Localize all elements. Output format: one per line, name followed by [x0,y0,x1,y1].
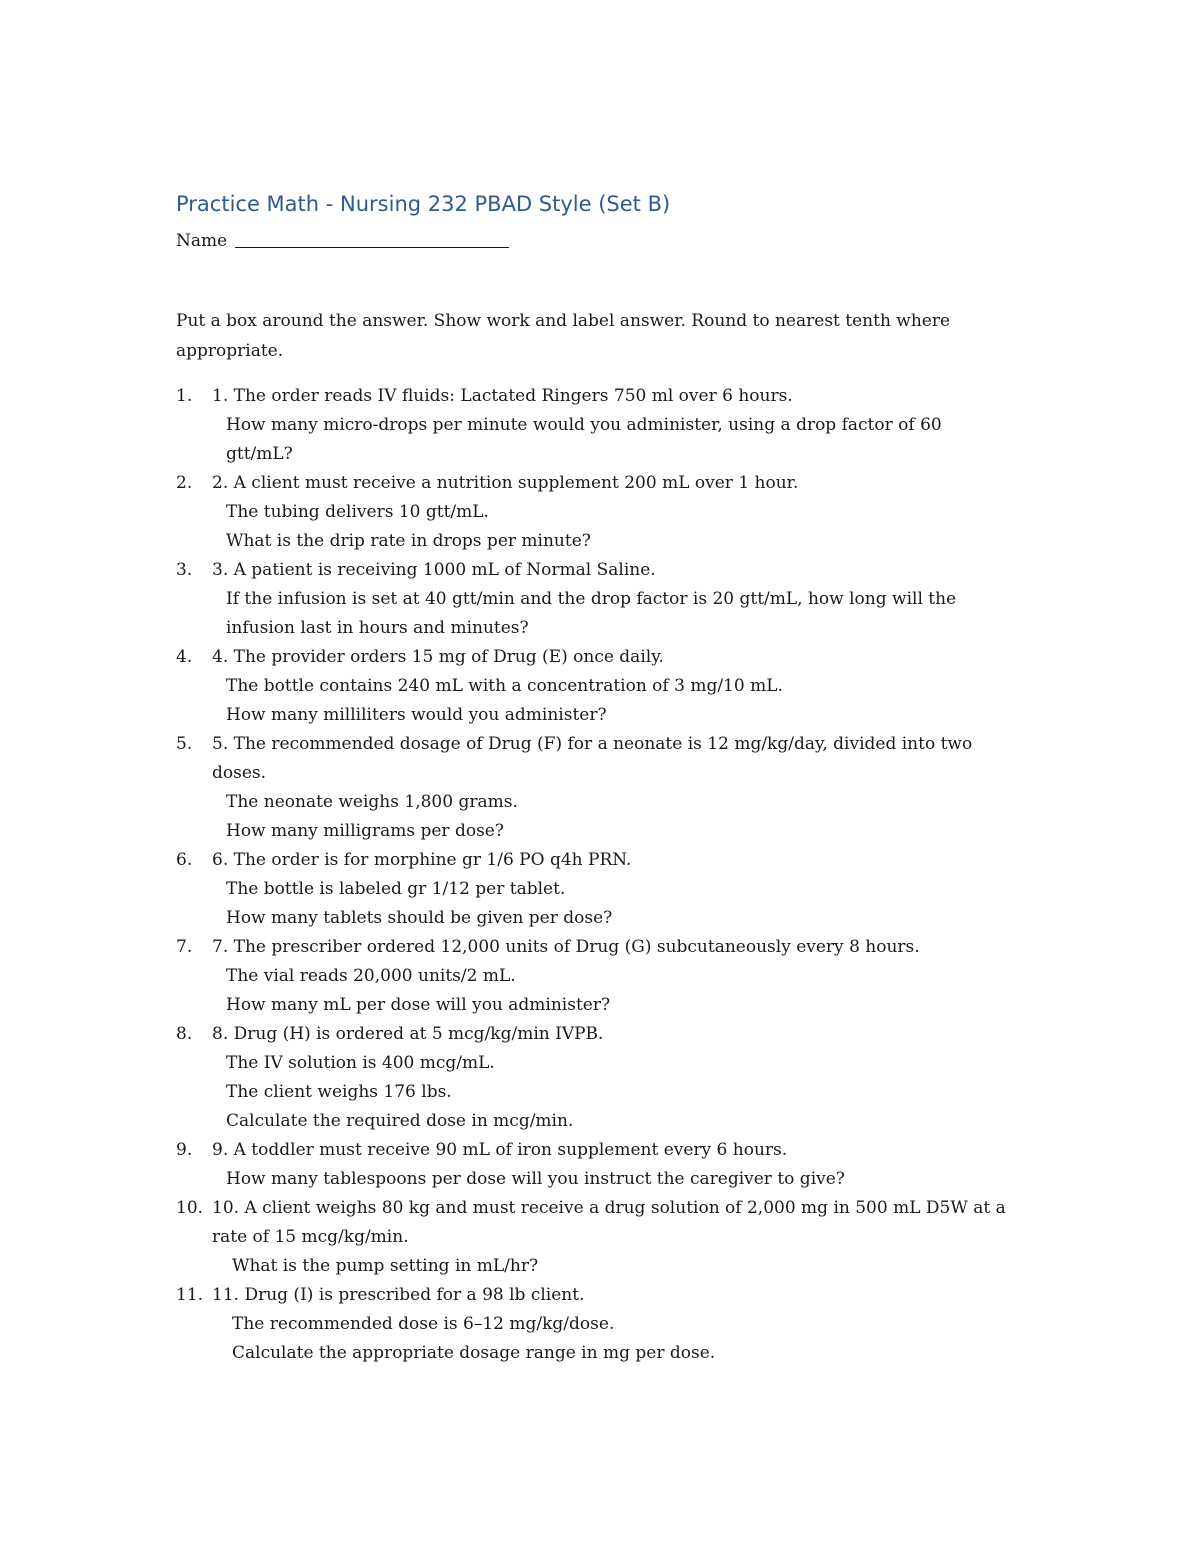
question-text: How many micro-drops per minute would you administer, using a drop factor of 60 gtt/mL? [226,415,942,464]
question-item-5 [176,730,1006,846]
question-text: How many tablets should be given per dose? [226,908,613,928]
question-item-10 [176,1194,1006,1281]
question-item-11 [176,1281,1006,1368]
question-text: What is the drip rate in drops per minute? [226,531,591,551]
question-number: 3. [176,560,193,580]
name-field-row [176,229,509,251]
question-item-2 [176,469,1006,556]
question-text: The bottle contains 240 mL with a concentration of 3 mg/10 mL. [226,676,783,696]
question-number: 7. [176,937,193,957]
question-text: The vial reads 20,000 units/2 mL. [226,966,516,986]
question-text: 2. A client must receive a nutrition supplement 200 mL over 1 hour. [212,473,799,493]
question-item-1 [176,382,1006,469]
question-text: The recommended dose is 6–12 mg/kg/dose. [232,1314,615,1334]
question-text: Calculate the appropriate dosage range in mg per dose. [232,1343,716,1363]
question-text: Calculate the required dose in mcg/min. [226,1111,574,1131]
question-item-7 [176,933,1006,1020]
question-number: 9. [176,1140,193,1160]
question-number: 10. [176,1198,204,1218]
question-text: The IV solution is 400 mcg/mL. [226,1053,495,1073]
question-list [176,382,1006,1368]
question-item-8 [176,1020,1006,1136]
question-number: 6. [176,850,193,870]
question-text: The tubing delivers 10 gtt/mL. [226,502,489,522]
question-text: 3. A patient is receiving 1000 mL of Normal Saline. [212,560,656,580]
question-number: 5. [176,734,193,754]
question-number: 2. [176,473,193,493]
question-text: How many milligrams per dose? [226,821,504,841]
question-number: 11. [176,1285,204,1305]
question-text: 8. Drug (H) is ordered at 5 mcg/kg/min IVPB. [212,1024,604,1044]
instructions-paragraph: Put a box around the answer. Show work and label answer. Round to nearest tenth where appropriate. [176,311,951,361]
question-text: 9. A toddler must receive 90 mL of iron supplement every 6 hours. [212,1140,788,1160]
question-text: The neonate weighs 1,800 grams. [226,792,518,812]
question-item-4 [176,643,1006,730]
question-text: 1. The order reads IV fluids: Lactated Ringers 750 ml over 6 hours. [212,386,793,406]
question-text: 11. Drug (I) is prescribed for a 98 lb client. [212,1285,585,1305]
question-text: How many tablespoons per dose will you instruct the caregiver to give? [226,1169,845,1189]
page-title: Practice Math - Nursing 232 PBAD Style (Set B) [176,192,671,216]
question-item-3 [176,556,1006,643]
name-label: Name [176,231,228,251]
question-number: 8. [176,1024,193,1044]
question-item-6 [176,846,1006,933]
name-blank-line [235,229,509,248]
question-number: 4. [176,647,193,667]
question-text: What is the pump setting in mL/hr? [232,1256,539,1276]
question-text: The bottle is labeled gr 1/12 per tablet. [226,879,566,899]
question-text: 10. A client weighs 80 kg and must receive a drug solution of 2,000 mg in 500 mL D5W at a rate of 15 mcg/kg/min. [212,1198,1006,1247]
question-text: 5. The recommended dosage of Drug (F) for a neonate is 12 mg/kg/day, divided into two doses. [212,734,973,783]
question-text: 6. The order is for morphine gr 1/6 PO q4h PRN. [212,850,632,870]
question-item-9 [176,1136,1006,1194]
question-text: How many milliliters would you administer? [226,705,607,725]
question-text: 4. The provider orders 15 mg of Drug (E) once daily. [212,647,664,667]
question-text: The client weighs 176 lbs. [226,1082,452,1102]
question-text: 7. The prescriber ordered 12,000 units of Drug (G) subcutaneously every 8 hours. [212,937,920,957]
question-number: 1. [176,386,193,406]
question-text: How many mL per dose will you administer? [226,995,611,1015]
question-text: If the infusion is set at 40 gtt/min and the drop factor is 20 gtt/mL, how long will the infusion last in hours and minutes? [226,589,957,638]
